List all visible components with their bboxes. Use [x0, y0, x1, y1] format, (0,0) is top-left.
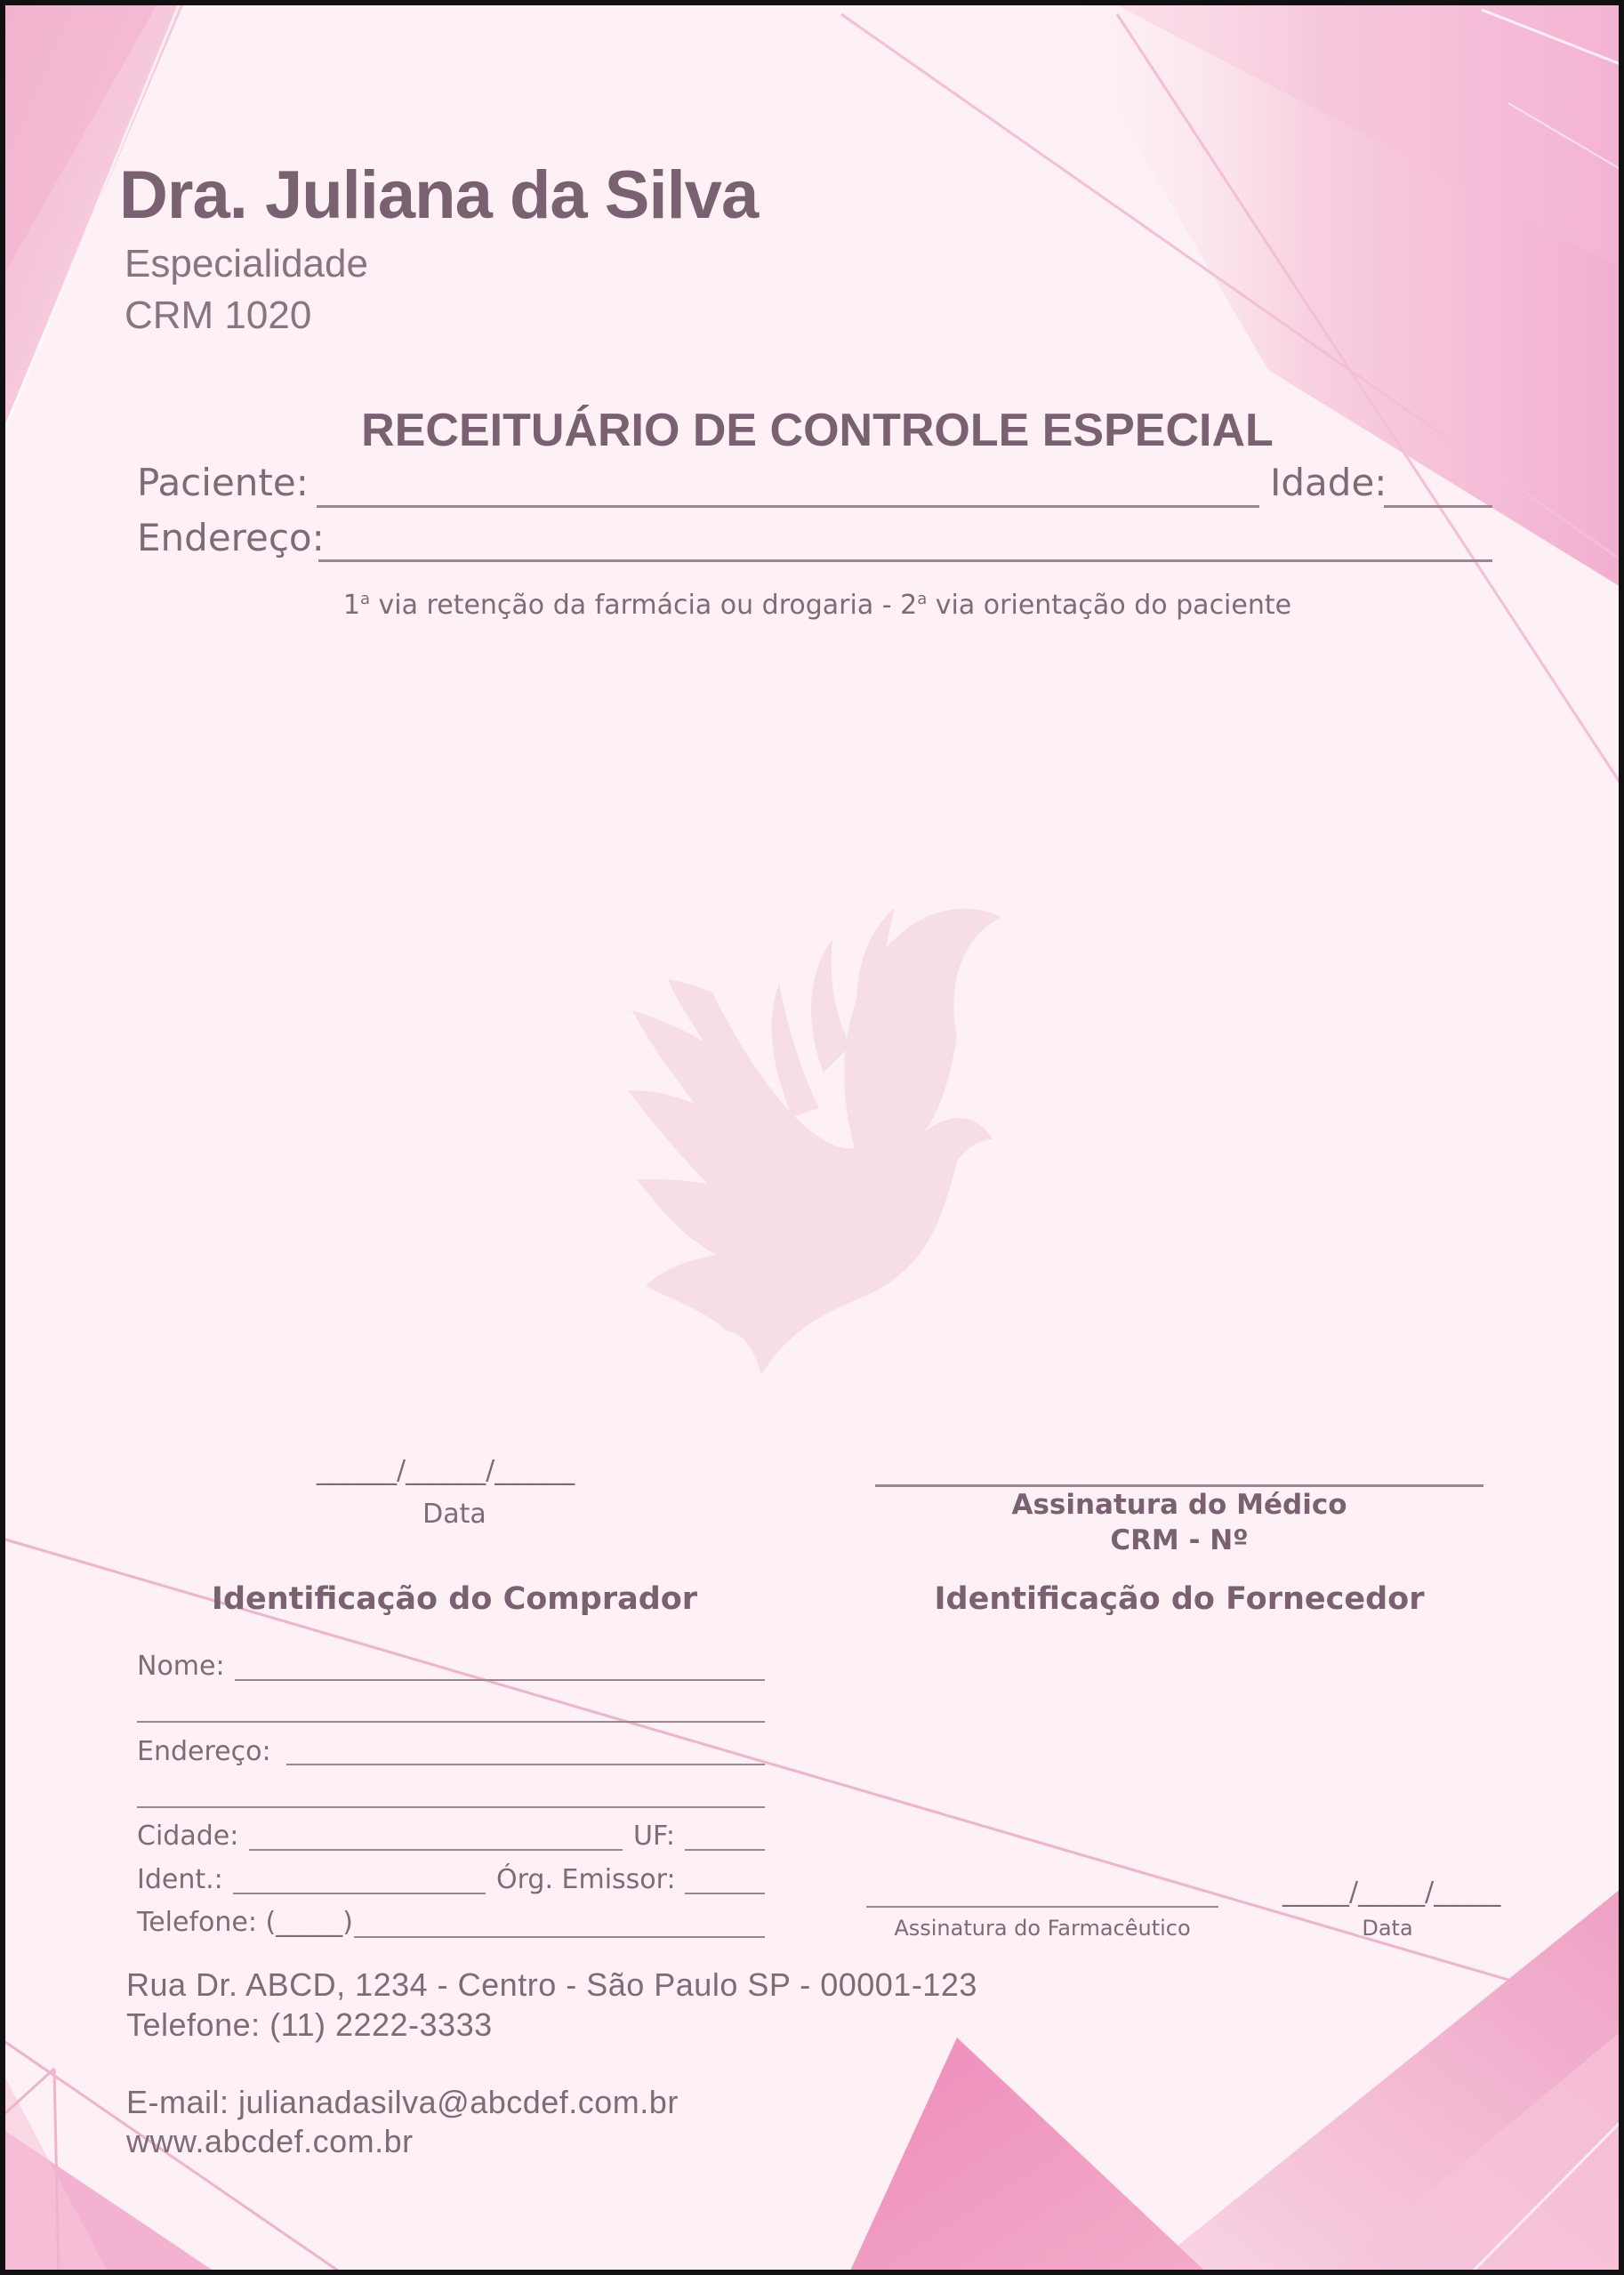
buyer-issuer-label: Órg. Emissor:: [496, 1864, 676, 1895]
supplier-date-label: Data: [1362, 1916, 1413, 1941]
address-field[interactable]: [318, 559, 1492, 562]
supplier-date-field[interactable]: _____/_____/_____: [1282, 1877, 1501, 1908]
buyer-address-label: Endereço:: [137, 1736, 271, 1767]
buyer-id-label: Ident.:: [137, 1864, 223, 1895]
footer-phone: Telefone: (11) 2222-3333: [126, 2006, 493, 2043]
buyer-address-field-2[interactable]: [137, 1806, 765, 1808]
buyer-address-field[interactable]: [286, 1764, 765, 1765]
age-label: Idade:: [1270, 461, 1387, 504]
buyer-heading: Identificação do Comprador: [211, 1581, 698, 1617]
doctor-name: Dra. Juliana da Silva: [119, 157, 759, 233]
footer-website[interactable]: www.abcdef.com.br: [126, 2123, 414, 2159]
buyer-name-field-2[interactable]: [137, 1721, 765, 1723]
buyer-city-label: Cidade:: [137, 1821, 239, 1852]
via-note: 1$^a$ via retenção da farmácia ou drogaria - 2$^a$ via orientação do paciente: [342, 590, 1292, 621]
patient-label: Paciente:: [137, 461, 309, 504]
buyer-name-field[interactable]: [235, 1679, 765, 1681]
buyer-phone-label: Telefone: (_____): [137, 1907, 353, 1938]
supplier-heading: Identificação do Fornecedor: [934, 1581, 1425, 1617]
date-label: Data: [422, 1499, 486, 1530]
buyer-id-field[interactable]: [233, 1893, 486, 1894]
pharmacist-signature-label: Assinatura do Farmacêutico: [894, 1916, 1191, 1941]
doctor-signature-line[interactable]: [875, 1484, 1483, 1487]
doctor-specialty: Especialidade: [125, 242, 368, 285]
footer-email[interactable]: E-mail: julianadasilva@abcdef.com.br: [126, 2084, 679, 2120]
buyer-city-field[interactable]: [249, 1849, 623, 1851]
buyer-issuer-field[interactable]: [685, 1893, 765, 1894]
patient-field[interactable]: [317, 505, 1259, 508]
doctor-signature-label: Assinatura do Médico: [1011, 1489, 1347, 1521]
buyer-uf-field[interactable]: [685, 1849, 765, 1851]
buyer-phone-field[interactable]: [354, 1936, 765, 1938]
address-label: Endereço:: [137, 516, 325, 559]
doctor-crm: CRM 1020: [125, 293, 312, 337]
pharmacist-signature-line[interactable]: [866, 1906, 1218, 1908]
date-field[interactable]: ______/______/______: [317, 1455, 575, 1486]
buyer-name-label: Nome:: [137, 1651, 225, 1682]
age-field[interactable]: [1384, 505, 1492, 508]
doctor-crm-label: CRM - Nº: [1110, 1524, 1249, 1556]
form-title: RECEITUÁRIO DE CONTROLE ESPECIAL: [361, 405, 1274, 456]
buyer-uf-label: UF:: [633, 1821, 675, 1852]
footer-address: Rua Dr. ABCD, 1234 - Centro - São Paulo SP - 00001-123: [126, 1966, 977, 2003]
